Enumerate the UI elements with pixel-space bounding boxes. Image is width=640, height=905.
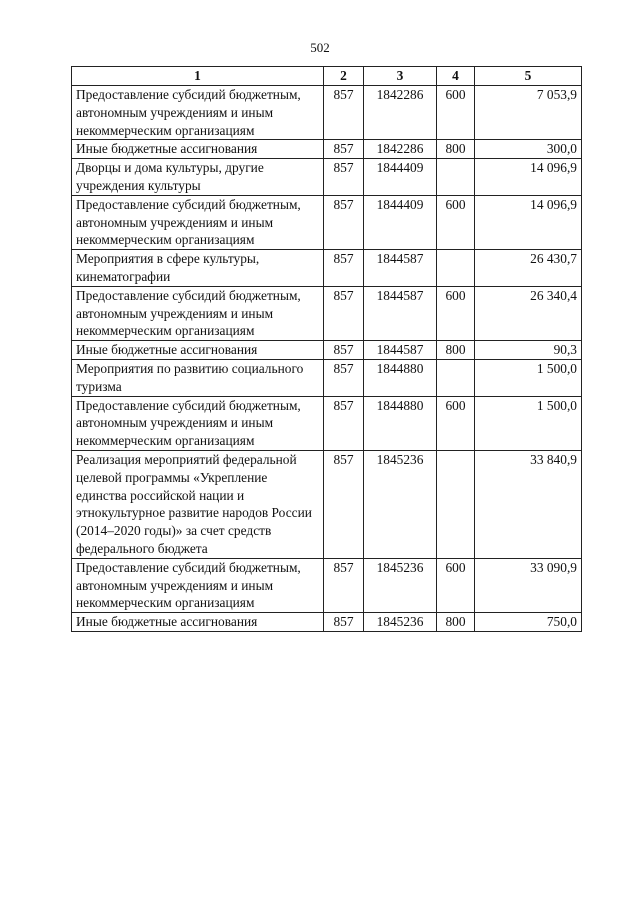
row-col5-cell: 1 500,0	[475, 359, 582, 396]
row-col2-cell: 857	[324, 396, 364, 450]
table-row	[72, 195, 582, 249]
row-col5-cell: 90,3	[475, 341, 582, 360]
row-col4-cell	[437, 450, 475, 558]
row-name-cell: Мероприятия по развитию социального туризма	[72, 359, 324, 396]
row-col2-cell: 857	[324, 613, 364, 632]
row-col3-cell: 1844409	[364, 159, 437, 196]
row-col5-cell: 1 500,0	[475, 396, 582, 450]
table-row	[72, 250, 582, 287]
row-col2-cell: 857	[324, 359, 364, 396]
column-header-1: 1	[72, 67, 324, 86]
budget-table	[71, 66, 582, 632]
row-name-cell: Реализация мероприятий федеральной целевой программы «Укрепление единства российской нации и этнокультурное развитие народов России (2014–2020 годы)» за счет средств федерального бюджета	[72, 450, 324, 558]
row-col4-cell: 600	[437, 558, 475, 612]
row-col3-cell: 1842286	[364, 140, 437, 159]
table-row	[72, 396, 582, 450]
row-col3-cell: 1842286	[364, 86, 437, 140]
row-col4-cell	[437, 159, 475, 196]
row-col3-cell: 1844587	[364, 341, 437, 360]
row-col4-cell: 600	[437, 396, 475, 450]
row-col5-cell: 14 096,9	[475, 159, 582, 196]
row-name-cell: Предоставление субсидий бюджетным, автономным учреждениям и иным некоммерческим организациям	[72, 195, 324, 249]
row-col3-cell: 1845236	[364, 558, 437, 612]
row-col5-cell: 14 096,9	[475, 195, 582, 249]
column-header-5: 5	[475, 67, 582, 86]
row-col5-cell: 33 840,9	[475, 450, 582, 558]
row-col2-cell: 857	[324, 341, 364, 360]
row-col4-cell	[437, 250, 475, 287]
row-col5-cell: 33 090,9	[475, 558, 582, 612]
row-col3-cell: 1845236	[364, 450, 437, 558]
table-row	[72, 140, 582, 159]
row-col2-cell: 857	[324, 558, 364, 612]
table-row	[72, 86, 582, 140]
table-row	[72, 159, 582, 196]
row-name-cell: Дворцы и дома культуры, другие учреждения культуры	[72, 159, 324, 196]
row-col4-cell: 600	[437, 195, 475, 249]
row-col3-cell: 1844880	[364, 359, 437, 396]
row-col2-cell: 857	[324, 450, 364, 558]
row-name-cell: Иные бюджетные ассигнования	[72, 140, 324, 159]
row-name-cell: Мероприятия в сфере культуры, кинематографии	[72, 250, 324, 287]
row-col4-cell: 600	[437, 86, 475, 140]
column-header-2: 2	[324, 67, 364, 86]
row-col4-cell: 600	[437, 286, 475, 340]
table-body	[72, 86, 582, 632]
row-name-cell: Предоставление субсидий бюджетным, автономным учреждениям и иным некоммерческим организациям	[72, 558, 324, 612]
row-name-cell: Предоставление субсидий бюджетным, автономным учреждениям и иным некоммерческим организациям	[72, 86, 324, 140]
row-col3-cell: 1844587	[364, 250, 437, 287]
row-name-cell: Предоставление субсидий бюджетным, автономным учреждениям и иным некоммерческим организациям	[72, 286, 324, 340]
column-header-3: 3	[364, 67, 437, 86]
table-row	[72, 359, 582, 396]
row-col2-cell: 857	[324, 286, 364, 340]
column-header-4: 4	[437, 67, 475, 86]
row-col5-cell: 26 340,4	[475, 286, 582, 340]
row-col3-cell: 1844880	[364, 396, 437, 450]
table-row	[72, 286, 582, 340]
row-col4-cell: 800	[437, 341, 475, 360]
row-name-cell: Предоставление субсидий бюджетным, автономным учреждениям и иным некоммерческим организациям	[72, 396, 324, 450]
row-col5-cell: 7 053,9	[475, 86, 582, 140]
row-name-cell: Иные бюджетные ассигнования	[72, 341, 324, 360]
row-name-cell: Иные бюджетные ассигнования	[72, 613, 324, 632]
row-col2-cell: 857	[324, 86, 364, 140]
row-col4-cell: 800	[437, 140, 475, 159]
row-col3-cell: 1844587	[364, 286, 437, 340]
table-row	[72, 450, 582, 558]
row-col5-cell: 26 430,7	[475, 250, 582, 287]
row-col4-cell	[437, 359, 475, 396]
row-col5-cell: 300,0	[475, 140, 582, 159]
table-row	[72, 341, 582, 360]
table-row	[72, 558, 582, 612]
table-row	[72, 613, 582, 632]
row-col3-cell: 1845236	[364, 613, 437, 632]
table-header-row	[72, 67, 582, 86]
row-col2-cell: 857	[324, 195, 364, 249]
row-col2-cell: 857	[324, 140, 364, 159]
row-col2-cell: 857	[324, 250, 364, 287]
row-col4-cell: 800	[437, 613, 475, 632]
row-col5-cell: 750,0	[475, 613, 582, 632]
page-number: 502	[310, 40, 330, 55]
row-col3-cell: 1844409	[364, 195, 437, 249]
row-col2-cell: 857	[324, 159, 364, 196]
